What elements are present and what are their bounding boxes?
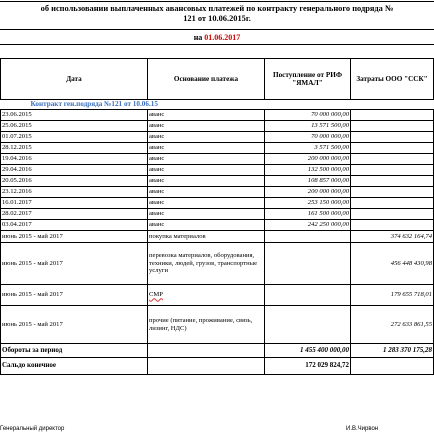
expense-amount: 179 655 718,01 bbox=[351, 285, 434, 306]
payment-amount: 242 250 000,00 bbox=[265, 220, 351, 231]
report-date-value: 01.06.2017 bbox=[204, 33, 241, 42]
col-header-basis: Основание платежа bbox=[148, 59, 265, 100]
payment-amount: 200 000 000,00 bbox=[265, 154, 351, 165]
title-rule bbox=[0, 29, 434, 30]
expense-amount: 272 633 861,55 bbox=[351, 306, 434, 344]
payment-date: 25.06.2015 bbox=[1, 121, 148, 132]
payment-date: 03.04.2017 bbox=[1, 220, 148, 231]
expense-row bbox=[1, 285, 434, 306]
payment-basis: аванс bbox=[148, 132, 265, 143]
payment-expense-empty bbox=[351, 198, 434, 209]
payment-date: 23.12.2016 bbox=[1, 187, 148, 198]
payment-row bbox=[1, 143, 434, 154]
payment-date: 16.01.2017 bbox=[1, 198, 148, 209]
expense-receipts-empty bbox=[265, 285, 351, 306]
payment-expense-empty bbox=[351, 143, 434, 154]
turnover-empty bbox=[148, 344, 265, 358]
payment-basis: аванс bbox=[148, 110, 265, 121]
report-title-line2: 121 от 10.06.2015г. bbox=[183, 14, 251, 23]
contract-row bbox=[1, 100, 434, 110]
payment-amount: 70 000 000,00 bbox=[265, 132, 351, 143]
top-rule bbox=[0, 1, 434, 2]
expense-row bbox=[1, 306, 434, 344]
expense-period: июнь 2015 - май 2017 bbox=[1, 306, 148, 344]
payment-basis: аванс bbox=[148, 176, 265, 187]
payment-row bbox=[1, 198, 434, 209]
payment-amount: 70 000 000,00 bbox=[265, 110, 351, 121]
payment-date: 28.02.2017 bbox=[1, 209, 148, 220]
expense-row bbox=[1, 243, 434, 285]
payment-date: 20.05.2016 bbox=[1, 176, 148, 187]
payment-expense-empty bbox=[351, 121, 434, 132]
expense-basis: перевозка материалов, оборудования, техники, людей, грузов, транспортные услуги bbox=[148, 243, 265, 285]
payment-date: 28.12.2015 bbox=[1, 143, 148, 154]
expense-period: июнь 2015 - май 2017 bbox=[1, 231, 148, 243]
date-rule bbox=[0, 44, 434, 45]
payment-row bbox=[1, 176, 434, 187]
contract-label bbox=[1, 100, 434, 110]
payment-basis: аванс bbox=[148, 209, 265, 220]
payment-row bbox=[1, 187, 434, 198]
balance-row bbox=[1, 358, 434, 375]
payment-amount: 108 857 000,00 bbox=[265, 176, 351, 187]
expense-amount: 374 632 164,74 bbox=[351, 231, 434, 243]
payment-expense-empty bbox=[351, 209, 434, 220]
payment-expense-empty bbox=[351, 220, 434, 231]
report-title-line1: об использовании выплаченных авансовых платежей по контракту генерального подряда № bbox=[40, 4, 394, 13]
advance-usage-table bbox=[0, 58, 434, 375]
payments-body bbox=[1, 110, 434, 231]
report-title bbox=[0, 4, 434, 24]
payment-basis: аванс bbox=[148, 121, 265, 132]
report-date bbox=[0, 33, 434, 42]
payment-amount: 253 150 000,00 bbox=[265, 198, 351, 209]
payment-expense-empty bbox=[351, 110, 434, 121]
payment-row bbox=[1, 121, 434, 132]
contract-label-text: Контракт ген.подряда №121 от 10.06.15 bbox=[30, 99, 158, 108]
payment-date: 19.04.2016 bbox=[1, 154, 148, 165]
expense-receipts-empty bbox=[265, 243, 351, 285]
payment-row bbox=[1, 209, 434, 220]
payment-basis: аванс bbox=[148, 187, 265, 198]
payment-row bbox=[1, 165, 434, 176]
payment-row bbox=[1, 132, 434, 143]
payment-amount: 132 500 000,00 bbox=[265, 165, 351, 176]
payment-basis: аванс bbox=[148, 165, 265, 176]
col-header-expenses bbox=[351, 59, 434, 100]
signature-name: И.В.Чирвон bbox=[346, 426, 379, 432]
report-date-prefix: на bbox=[193, 33, 203, 42]
expense-period: июнь 2015 - май 2017 bbox=[1, 285, 148, 306]
payment-basis: аванс bbox=[148, 154, 265, 165]
turnover-label: Обороты за период bbox=[1, 344, 148, 358]
balance-empty-2 bbox=[351, 358, 434, 375]
payment-amount: 13 571 500,00 bbox=[265, 121, 351, 132]
col-header-expenses-text: Затраты ООО "ССК" bbox=[356, 75, 428, 83]
payment-amount: 3 571 500,00 bbox=[265, 143, 351, 154]
turnover-receipts: 1 455 400 000,00 bbox=[265, 344, 351, 358]
expense-basis: прочие (питание, проживание, связь, лизинг, НДС) bbox=[148, 306, 265, 344]
signature-role: Генеральный директор bbox=[0, 426, 65, 432]
expense-receipts-empty bbox=[265, 231, 351, 243]
expense-amount: 456 448 430,98 bbox=[351, 243, 434, 285]
payment-expense-empty bbox=[351, 132, 434, 143]
payment-amount: 161 500 000,00 bbox=[265, 209, 351, 220]
expenses-body bbox=[1, 231, 434, 344]
payment-row bbox=[1, 110, 434, 121]
expense-row bbox=[1, 231, 434, 243]
header-row bbox=[1, 59, 434, 100]
payment-amount: 200 000 000,00 bbox=[265, 187, 351, 198]
payment-basis: аванс bbox=[148, 143, 265, 154]
payment-date: 29.04.2016 bbox=[1, 165, 148, 176]
balance-label: Сальдо конечное bbox=[1, 358, 148, 375]
expense-receipts-empty bbox=[265, 306, 351, 344]
payment-row bbox=[1, 154, 434, 165]
balance-empty bbox=[148, 358, 265, 375]
payment-expense-empty bbox=[351, 176, 434, 187]
payment-date: 01.07.2015 bbox=[1, 132, 148, 143]
balance-value: 172 029 824,72 bbox=[265, 358, 351, 375]
payment-basis: аванс bbox=[148, 198, 265, 209]
expense-period: июнь 2015 - май 2017 bbox=[1, 243, 148, 285]
payment-row bbox=[1, 220, 434, 231]
payment-basis: аванс bbox=[148, 220, 265, 231]
payment-expense-empty bbox=[351, 165, 434, 176]
expense-basis: СМР bbox=[148, 285, 265, 306]
payment-expense-empty bbox=[351, 154, 434, 165]
turnover-row bbox=[1, 344, 434, 358]
expense-basis: покупка материалов bbox=[148, 231, 265, 243]
payment-expense-empty bbox=[351, 187, 434, 198]
col-header-receipts: Поступление от РИФ "ЯМАЛ" bbox=[265, 59, 351, 100]
payment-date: 23.06.2015 bbox=[1, 110, 148, 121]
col-header-date: Дата bbox=[1, 59, 148, 100]
turnover-expenses: 1 283 370 175,28 bbox=[351, 344, 434, 358]
